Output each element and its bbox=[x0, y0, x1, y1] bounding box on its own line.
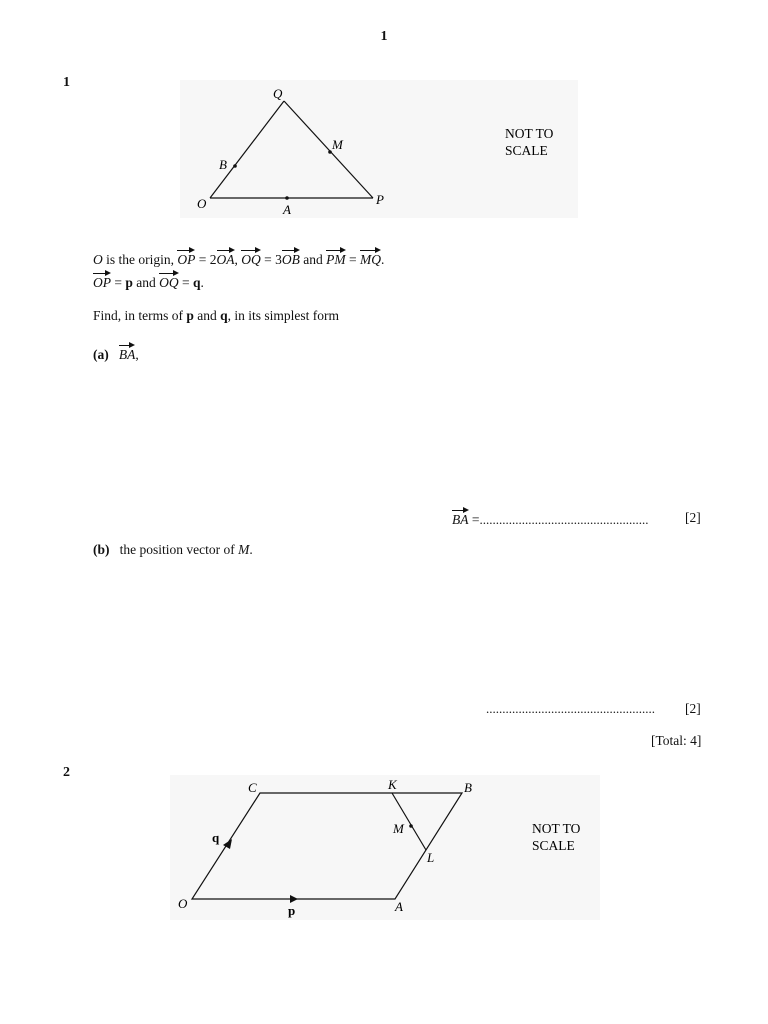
part-a-question: (a) BA, bbox=[93, 342, 139, 364]
question-1-number: 1 bbox=[63, 75, 70, 90]
triangle-diagram bbox=[180, 80, 578, 218]
label-b-q2: B bbox=[464, 780, 472, 795]
point-m-q2 bbox=[409, 824, 413, 828]
part-a-vector: BA bbox=[119, 342, 136, 364]
label-b: B bbox=[219, 157, 227, 172]
part-a-marks: [2] bbox=[685, 510, 701, 525]
instruction: Find, in terms of p and q, in its simplest form bbox=[93, 308, 340, 323]
part-b-label: (b) bbox=[93, 542, 110, 557]
not-to-scale-q2-1: NOT TO bbox=[532, 821, 581, 836]
side-qp bbox=[284, 101, 373, 198]
q2-figure bbox=[170, 775, 600, 920]
part-a-answer: BA =.................................................... bbox=[452, 507, 649, 529]
label-m-q2: M bbox=[393, 821, 404, 836]
part-a-answer-line: .................................................... bbox=[479, 512, 649, 527]
part-b-answer-line: .................................................... bbox=[486, 701, 655, 716]
label-c-q2: C bbox=[248, 780, 257, 795]
point-a bbox=[285, 196, 289, 200]
given-line-2: OP = p and OQ = q. bbox=[93, 270, 204, 292]
label-k-q2: K bbox=[388, 777, 397, 792]
label-p: P bbox=[376, 192, 384, 207]
point-b bbox=[233, 164, 237, 168]
label-q: Q bbox=[273, 86, 283, 101]
label-o: O bbox=[197, 196, 207, 211]
given-line-1: O is the origin, OP = 2OA, OQ = 3OB and PM = MQ. bbox=[93, 247, 384, 269]
part-b-marks: [2] bbox=[685, 701, 701, 716]
parallelogram-diagram bbox=[170, 775, 600, 920]
label-q-q2: q bbox=[212, 830, 220, 845]
label-a-q2: A bbox=[395, 899, 403, 914]
not-to-scale-1: NOT TO bbox=[505, 126, 554, 141]
side-oq bbox=[210, 101, 284, 198]
question-2-number: 2 bbox=[63, 765, 70, 780]
question-1-total: [Total: 4] bbox=[651, 733, 702, 748]
part-a-label: (a) bbox=[93, 347, 109, 362]
arrow-p bbox=[290, 895, 298, 903]
label-m: M bbox=[332, 137, 343, 152]
label-o-q2: O bbox=[178, 896, 188, 911]
label-p-q2: p bbox=[288, 903, 296, 918]
part-b-question: (b) the position vector of M. bbox=[93, 542, 253, 557]
label-a: A bbox=[283, 202, 291, 217]
not-to-scale-q2-2: SCALE bbox=[532, 838, 575, 853]
parallelogram-oabc bbox=[192, 793, 462, 899]
label-l-q2: L bbox=[427, 850, 435, 865]
not-to-scale-2: SCALE bbox=[505, 143, 548, 158]
page-number: 1 bbox=[380, 29, 388, 44]
q1-figure bbox=[180, 80, 578, 218]
